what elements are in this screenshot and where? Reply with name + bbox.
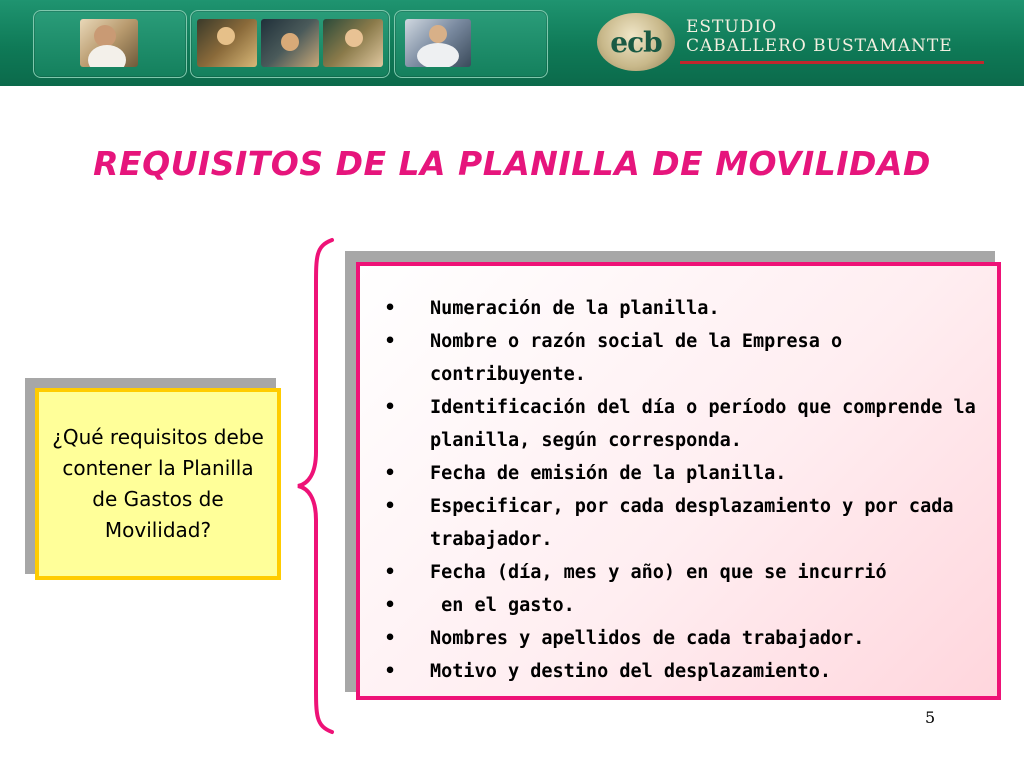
slide-title: REQUISITOS DE LA PLANILLA DE MOVILIDAD [93,144,931,183]
bullet-icon: • [384,331,396,352]
requirement-item [380,292,990,325]
requirement-text: Nombres y apellidos de cada trabajador. [430,628,865,649]
requirement-item [380,556,990,589]
requirement-item [380,490,990,556]
requirement-item [380,655,990,688]
question-text: ¿Qué requisitos debe contener la Planilla de Gastos de Movilidad? [52,425,264,542]
requirement-item [380,391,990,457]
requirement-text: Nombre o razón social de la Empresa o contribuyente. [430,331,843,385]
requirement-item [380,325,990,391]
bullet-icon: • [384,496,396,517]
photo-strip-left [33,10,187,78]
bullet-icon: • [384,298,396,319]
photo-desk [261,19,319,67]
requirement-text: Motivo y destino del desplazamiento. [430,661,831,682]
photo-team [197,19,257,67]
requirement-text: Numeración de la planilla. [430,298,720,319]
curly-brace [294,236,338,736]
requirement-item [380,589,990,622]
company-name-line2: CABALLERO BUSTAMANTE [686,36,953,56]
requirement-item [380,457,990,490]
header-banner [0,0,1024,86]
company-name-line1: ESTUDIO [686,17,778,37]
requirements-list [380,292,990,688]
requirement-text: Fecha de emisión de la planilla. [430,463,787,484]
requirement-text: Especificar, por cada desplazamiento y por cada trabajador. [430,496,954,550]
bullet-icon: • [384,463,396,484]
requirements-box [356,262,1001,700]
photo-office-woman [80,19,138,67]
bullet-icon: • [384,661,396,682]
bullet-icon: • [384,595,396,616]
requirement-text: Fecha (día, mes y año) en que se incurrió [430,562,887,583]
bullet-icon: • [384,562,396,583]
logo-underline [680,61,984,64]
requirement-text: en el gasto. [430,595,575,616]
photo-professionals [405,19,471,67]
bullet-icon: • [384,628,396,649]
requirement-item [380,622,990,655]
ecb-logo-text: ecb [610,25,662,59]
question-box [35,388,281,580]
ecb-logo [597,13,675,71]
page-number: 5 [925,708,936,727]
requirement-text: Identificación del día o período que comprende la planilla, según corresponda. [430,397,976,451]
photo-strip-right [394,10,548,78]
photo-meeting [323,19,383,67]
bullet-icon: • [384,397,396,418]
photo-strip-middle [190,10,390,78]
